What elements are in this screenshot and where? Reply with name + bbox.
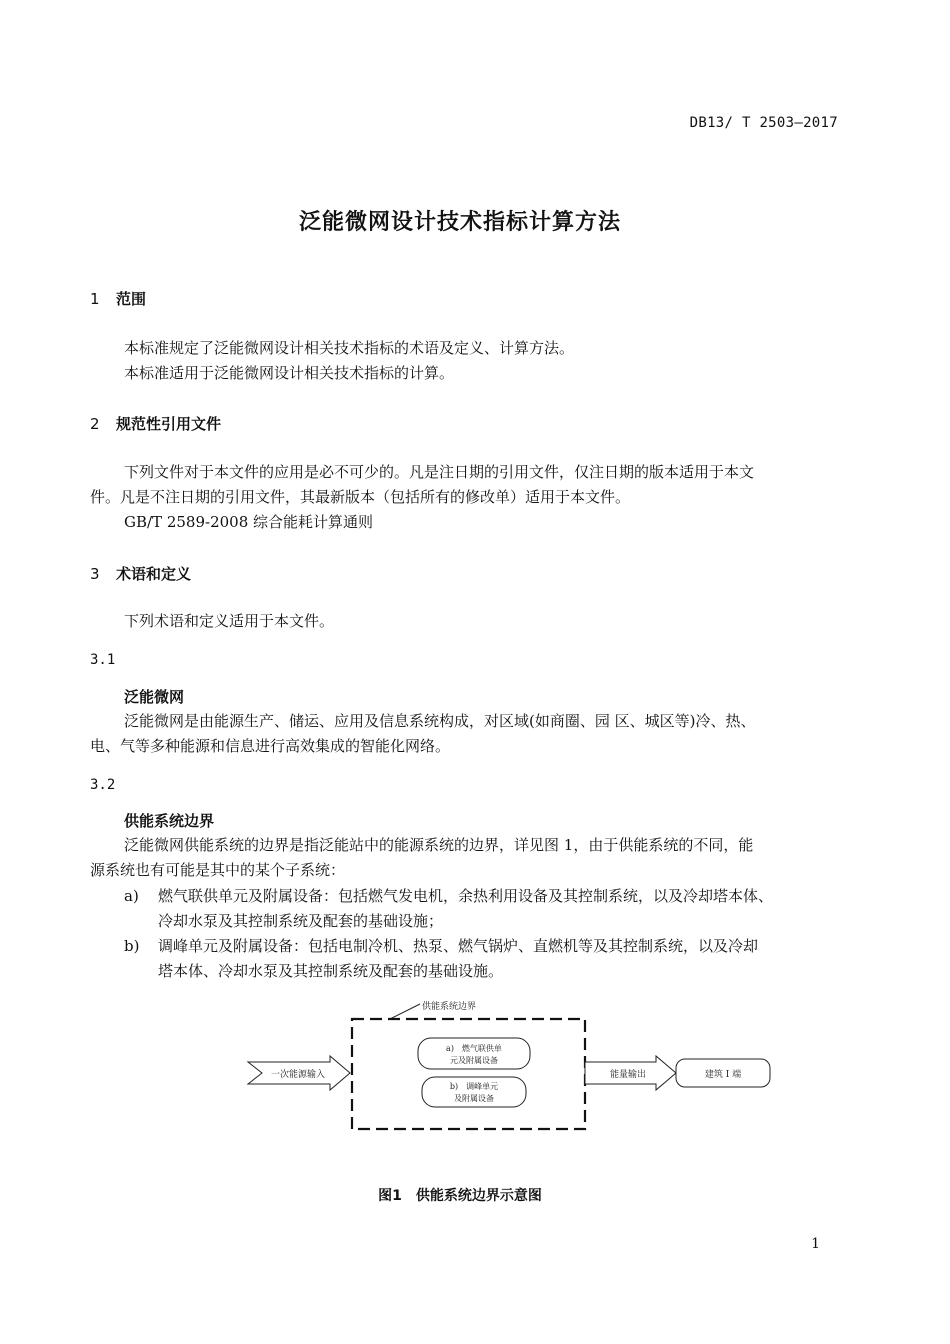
energy-input-label: 一次能源输入: [270, 1070, 326, 1080]
section-2-heading: [90, 413, 221, 434]
peaking-unit-label-line-2: 及附属设备: [454, 1094, 494, 1103]
list-item-marker: b): [124, 937, 140, 955]
energy-output-label: 能量输出: [609, 1070, 647, 1080]
page-number: 1: [811, 1236, 820, 1252]
list-item-line-2: 塔本体、冷却水泵及其控制系统及配套的基础设施。: [158, 962, 504, 980]
peaking-unit-label-line-1: b) 调峰单元: [449, 1082, 499, 1091]
list-item-line-1: 调峰单元及附属设备：包括电制冷机、热泵、燃气锅炉、直燃机等及其控制系统，以及冷却: [158, 937, 759, 955]
section-1-paragraph-2: 本标准适用于泛能微网设计相关技术指标的计算。: [124, 364, 455, 382]
clause-3-1-number: 3.1: [90, 652, 116, 668]
figure-caption: 图1 供能系统边界示意图: [378, 1188, 542, 1204]
document-code: DB13/ T 2503—2017: [689, 115, 838, 131]
section-3-heading: [90, 563, 191, 584]
clause-3-2-number: 3.2: [90, 777, 116, 793]
clause-3-2-definition-line-2: 源系统也有可能是其中的某个子系统：: [90, 861, 346, 879]
section-2-paragraph-line-1: 下列文件对于本文件的应用是必不可少的。凡是注日期的引用文件，仅注日期的版本适用于本文: [124, 463, 755, 481]
list-item: [124, 934, 844, 984]
boundary-label-leader: [390, 1004, 420, 1019]
list-item-line-2: 冷却水泵及其控制系统及配套的基础设施；: [158, 912, 444, 930]
clause-3-1-definition-line-2: 电、气等多种能源和信息进行高效集成的智能化网络。: [90, 737, 451, 755]
clause-3-1-definition-line-1: 泛能微网是由能源生产、储运、应用及信息系统构成，对区域(如商圈、园 区、城区等)冷、热、: [124, 712, 756, 730]
section-1-title: 范围: [116, 290, 147, 308]
building-end-label: 建筑 I 端: [704, 1070, 742, 1080]
clause-3-2-term: 供能系统边界: [124, 812, 215, 830]
boundary-label: 供能系统边界: [422, 1002, 477, 1012]
list-item-line-1: 燃气联供单元及附属设备：包括燃气发电机，余热利用设备及其控制系统，以及冷却塔本体、: [158, 887, 774, 905]
section-2-paragraph-line-2: 件。凡是不注日期的引用文件，其最新版本（包括所有的修改单）适用于本文件。: [90, 488, 631, 506]
list-item-marker: a): [124, 887, 139, 905]
list-item: [124, 884, 844, 934]
clause-3-1-term: 泛能微网: [124, 688, 185, 706]
clause-3-2-definition-line-1: 泛能微网供能系统的边界是指泛能站中的能源系统的边界，详见图 1，由于供能系统的不同，能: [124, 836, 754, 854]
section-3-intro: 下列术语和定义适用于本文件。: [124, 612, 335, 630]
page-title: 泛能微网设计技术指标计算方法: [298, 210, 621, 235]
section-1-paragraph-1: 本标准规定了泛能微网设计相关技术指标的术语及定义、计算方法。: [124, 339, 575, 357]
system-boundary-box: [352, 1019, 585, 1129]
section-2-title: 规范性引用文件: [116, 415, 222, 433]
section-1-heading: [90, 288, 146, 309]
cchp-unit-label-line-1: a) 燃气联供单: [446, 1044, 502, 1053]
section-1-number: 1: [90, 290, 100, 308]
section-3-title: 术语和定义: [116, 565, 192, 583]
section-3-number: 3: [90, 565, 100, 583]
cchp-unit-label-line-2: 元及附属设备: [450, 1056, 498, 1065]
section-2-number: 2: [90, 415, 100, 433]
normative-reference: GB/T 2589-2008 综合能耗计算通则: [124, 513, 374, 531]
supply-boundary-diagram: [240, 1000, 780, 1140]
